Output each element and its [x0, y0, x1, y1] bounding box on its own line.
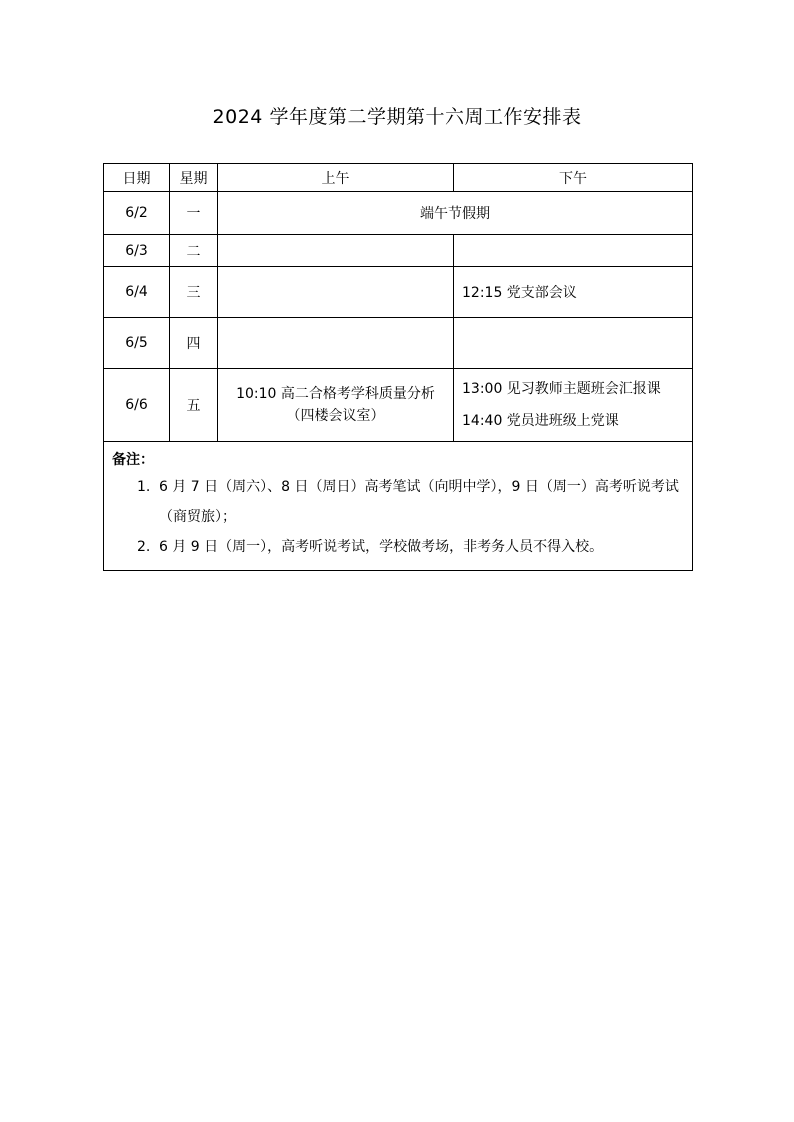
note-number: 1. [137, 479, 151, 495]
morning-cell [218, 369, 454, 442]
afternoon-cell [454, 235, 693, 267]
date-cell: 6/2 [104, 192, 170, 235]
date-cell: 6/6 [104, 369, 170, 442]
header-morning: 上午 [218, 164, 454, 192]
weekday-cell: 四 [170, 318, 218, 369]
morning-cell [218, 267, 454, 318]
header-afternoon: 下午 [454, 164, 693, 192]
date-cell: 6/4 [104, 267, 170, 318]
date-cell: 6/3 [104, 235, 170, 267]
header-weekday: 星期 [170, 164, 218, 192]
holiday-cell: 端午节假期 [218, 192, 693, 235]
weekday-cell: 五 [170, 369, 218, 442]
note-text: 6 月 7 日（周六）、8 日（周日）高考笔试（向明中学），9 日（周一）高考听说考试（商贸旅）； [159, 479, 679, 525]
morning-event: 10:10 高二合格考学科质量分析 [236, 386, 435, 402]
header-row [104, 164, 693, 192]
weekday-cell: 三 [170, 267, 218, 318]
afternoon-cell [454, 369, 693, 442]
afternoon-cell: 12:15 党支部会议 [454, 267, 693, 318]
note-text: 6 月 9 日（周一），高考听说考试，学校做考场，非考务人员不得入校。 [159, 539, 604, 555]
weekday-cell: 一 [170, 192, 218, 235]
note-item [112, 472, 680, 532]
notes-row [104, 442, 693, 571]
weekday-cell: 二 [170, 235, 218, 267]
table-row [104, 267, 693, 318]
notes-title: 备注： [112, 452, 154, 468]
afternoon-event: 13:00 见习教师主题班会汇报课 [462, 381, 661, 397]
table-row [104, 192, 693, 235]
morning-event-location: （四楼会议室） [286, 408, 385, 424]
table-row [104, 318, 693, 369]
date-cell: 6/5 [104, 318, 170, 369]
note-number: 2. [137, 539, 151, 555]
morning-cell [218, 235, 454, 267]
note-item [112, 532, 680, 562]
notes-cell [104, 442, 693, 571]
schedule-table [103, 163, 693, 571]
afternoon-cell [454, 318, 693, 369]
table-row [104, 369, 693, 442]
header-date: 日期 [104, 164, 170, 192]
morning-cell [218, 318, 454, 369]
table-row [104, 235, 693, 267]
afternoon-event: 14:40 党员进班级上党课 [462, 413, 619, 429]
page-title: 2024 学年度第二学期第十六周工作安排表 [212, 106, 582, 128]
